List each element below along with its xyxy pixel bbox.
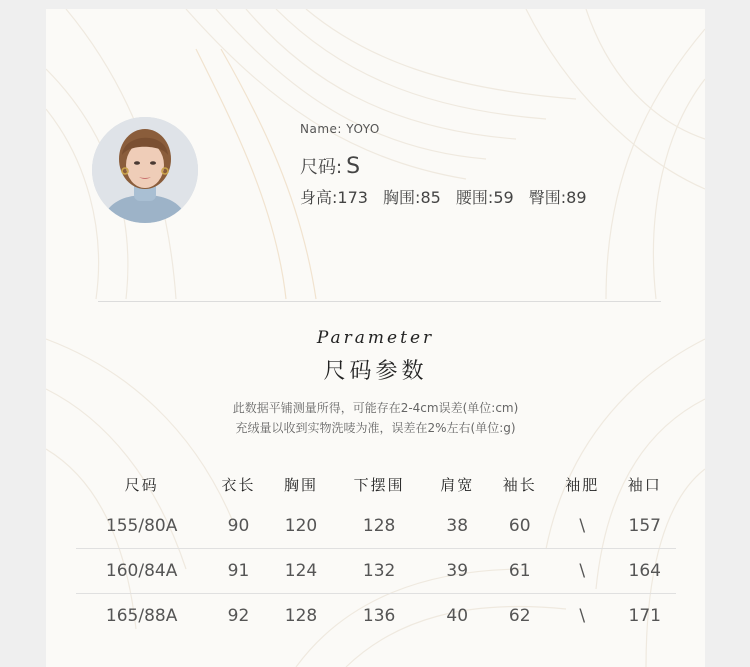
table-cell: 91	[207, 549, 270, 594]
model-measurements	[300, 186, 680, 210]
table-cell: 160/84A	[76, 549, 207, 594]
filling-note: 充绒量以收到实物洗唛为准，误差在2%左右(单位:g)	[235, 421, 516, 435]
table-cell: 164	[613, 549, 676, 594]
table-cell: 61	[488, 549, 551, 594]
table-row	[76, 549, 676, 594]
table-cell: 165/88A	[105, 606, 178, 626]
model-size-value: S	[346, 154, 361, 179]
table-cell: 155/80A	[76, 504, 207, 549]
table-cell: 128	[284, 606, 318, 626]
table-cell: \	[551, 549, 614, 594]
header-size: 尺码	[124, 475, 159, 494]
header-shoulder: 肩宽	[440, 475, 475, 494]
measurement-bust: 胸围:85	[383, 188, 441, 207]
size-table	[76, 464, 676, 638]
table-row	[76, 504, 676, 549]
table-cell: \	[579, 606, 586, 626]
table-row	[76, 594, 676, 639]
table-cell: 92	[227, 606, 250, 626]
model-name-line	[300, 121, 680, 137]
table-cell: 136	[362, 606, 396, 626]
table-cell: 90	[207, 504, 270, 549]
model-size-label: 尺码:	[300, 157, 343, 178]
header-sleeve-width: 袖肥	[565, 475, 600, 494]
size-chart-sheet	[46, 9, 705, 667]
table-cell: 128	[332, 504, 426, 549]
table-cell: 39	[426, 549, 489, 594]
table-cell: 60	[488, 504, 551, 549]
table-cell: \	[551, 504, 614, 549]
header-cuff: 袖口	[627, 475, 662, 494]
model-name-value: YOYO	[346, 122, 380, 136]
table-header-row	[76, 464, 676, 504]
header-length: 衣长	[221, 475, 256, 494]
model-info	[300, 121, 680, 210]
table-cell: 62	[508, 606, 531, 626]
section-divider	[98, 301, 661, 302]
model-name-label: Name:	[300, 122, 342, 136]
table-cell: 157	[613, 504, 676, 549]
section-title-cn: 尺码参数	[323, 359, 428, 384]
table-cell: 40	[446, 606, 469, 626]
table-cell: 120	[270, 504, 333, 549]
table-cell: 132	[332, 549, 426, 594]
model-avatar	[92, 117, 198, 223]
measurement-hip: 臀围:89	[528, 188, 587, 207]
table-cell: 38	[426, 504, 489, 549]
model-size-line	[300, 154, 680, 180]
header-bust: 胸围	[283, 475, 318, 494]
measurement-waist: 腰围:59	[455, 188, 514, 207]
header-hem: 下摆围	[353, 475, 405, 494]
measurement-note: 此数据平铺测量所得，可能存在2-4cm误差(单位:cm)	[232, 401, 519, 415]
table-cell: 171	[628, 606, 661, 626]
header-sleeve-length: 袖长	[502, 475, 537, 494]
table-cell: 124	[270, 549, 333, 594]
section-title-en: Parameter	[316, 328, 435, 348]
measurement-height: 身高:173	[300, 188, 368, 207]
